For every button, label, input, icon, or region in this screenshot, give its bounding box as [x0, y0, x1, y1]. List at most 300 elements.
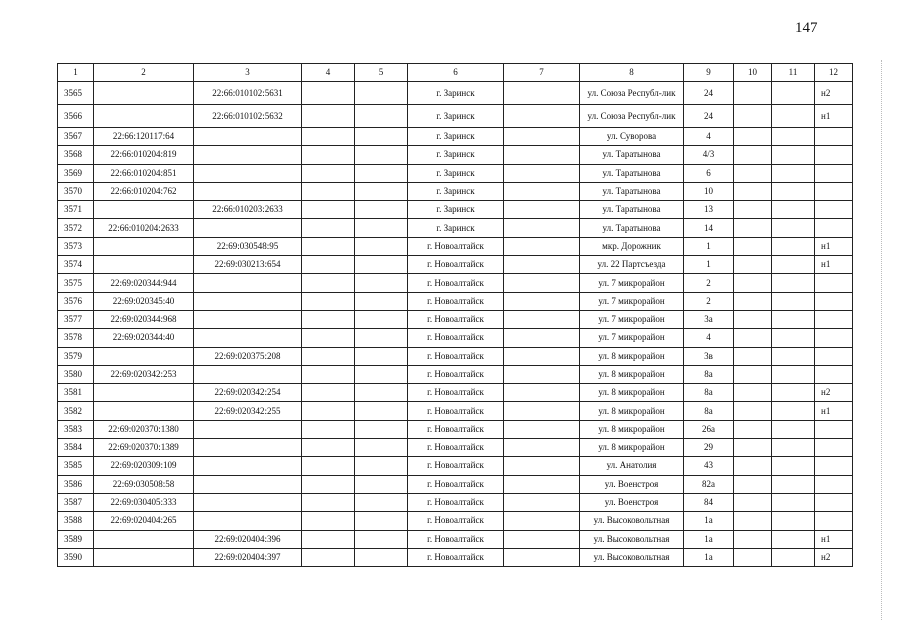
cell-settlement: г. Новоалтайск	[408, 274, 504, 292]
cell-house-number: 2	[684, 274, 734, 292]
cell-col-10	[734, 82, 772, 105]
cell-col-7	[504, 402, 580, 420]
cell-row-number: 3572	[58, 219, 94, 237]
cell-col-7	[504, 292, 580, 310]
cell-row-number: 3575	[58, 274, 94, 292]
column-header-11: 11	[772, 64, 815, 82]
cell-cadastral-number-building: 22:66:010204:851	[94, 164, 194, 182]
cell-house-number: 10	[684, 182, 734, 200]
cell-cadastral-number-building: 22:69:020344:944	[94, 274, 194, 292]
cell-cadastral-number-building: 22:69:020344:968	[94, 310, 194, 328]
cell-cadastral-number-building	[94, 237, 194, 255]
cell-col-5	[355, 329, 408, 347]
cell-house-number: 3в	[684, 347, 734, 365]
cell-settlement: г. Новоалтайск	[408, 329, 504, 347]
cell-note	[815, 329, 853, 347]
cell-col-11	[772, 146, 815, 164]
cell-row-number: 3573	[58, 237, 94, 255]
cell-note	[815, 347, 853, 365]
cell-row-number: 3590	[58, 548, 94, 566]
cell-col-7	[504, 493, 580, 511]
cell-cadastral-number-building: 22:69:020342:253	[94, 365, 194, 383]
cell-street: ул. Высоковольтная	[580, 530, 684, 548]
cell-col-10	[734, 105, 772, 128]
cell-cadastral-number-premises: 22:69:030548:95	[194, 237, 302, 255]
cell-cadastral-number-building: 22:69:020404:265	[94, 512, 194, 530]
cell-house-number: 1а	[684, 512, 734, 530]
cell-cadastral-number-premises	[194, 164, 302, 182]
cell-street: ул. 8 микрорайон	[580, 420, 684, 438]
cell-cadastral-number-building	[94, 256, 194, 274]
cell-col-10	[734, 347, 772, 365]
cell-cadastral-number-building: 22:69:020345:40	[94, 292, 194, 310]
cell-row-number: 3587	[58, 493, 94, 511]
cell-settlement: г. Новоалтайск	[408, 548, 504, 566]
cell-col-11	[772, 365, 815, 383]
cell-col-4	[302, 329, 355, 347]
cell-row-number: 3586	[58, 475, 94, 493]
cell-col-11	[772, 402, 815, 420]
cell-street: ул. 8 микрорайон	[580, 384, 684, 402]
cell-cadastral-number-premises	[194, 420, 302, 438]
table-row	[58, 164, 853, 182]
cell-cadastral-number-premises: 22:69:020342:254	[194, 384, 302, 402]
table-row	[58, 182, 853, 200]
cell-row-number: 3570	[58, 182, 94, 200]
cell-col-5	[355, 384, 408, 402]
cell-col-10	[734, 219, 772, 237]
cell-house-number: 3а	[684, 310, 734, 328]
cell-settlement: г. Новоалтайск	[408, 402, 504, 420]
cell-col-10	[734, 237, 772, 255]
cell-note	[815, 201, 853, 219]
cell-street: ул. 7 микрорайон	[580, 292, 684, 310]
cell-row-number: 3579	[58, 347, 94, 365]
cell-cadastral-number-building: 22:66:120117:64	[94, 128, 194, 146]
cell-settlement: г. Новоалтайск	[408, 475, 504, 493]
cell-col-5	[355, 182, 408, 200]
cell-house-number: 4/3	[684, 146, 734, 164]
cell-note: н2	[815, 384, 853, 402]
table-row	[58, 237, 853, 255]
cell-col-5	[355, 219, 408, 237]
cell-col-10	[734, 201, 772, 219]
table-row	[58, 219, 853, 237]
cell-row-number: 3582	[58, 402, 94, 420]
cell-cadastral-number-building: 22:69:020370:1389	[94, 439, 194, 457]
cell-settlement: г. Новоалтайск	[408, 237, 504, 255]
table-row	[58, 292, 853, 310]
cell-col-7	[504, 420, 580, 438]
cell-row-number: 3577	[58, 310, 94, 328]
cell-col-5	[355, 402, 408, 420]
scan-edge-marks	[881, 60, 884, 620]
cell-cadastral-number-building: 22:66:010204:819	[94, 146, 194, 164]
cell-col-7	[504, 329, 580, 347]
cell-col-10	[734, 548, 772, 566]
cell-cadastral-number-building	[94, 347, 194, 365]
cell-col-4	[302, 457, 355, 475]
cell-col-7	[504, 182, 580, 200]
cell-settlement: г. Заринск	[408, 219, 504, 237]
cell-settlement: г. Новоалтайск	[408, 384, 504, 402]
cell-cadastral-number-premises	[194, 310, 302, 328]
cell-settlement: г. Заринск	[408, 201, 504, 219]
cell-col-4	[302, 256, 355, 274]
cell-col-4	[302, 402, 355, 420]
cell-col-11	[772, 439, 815, 457]
table-row	[58, 105, 853, 128]
cell-note	[815, 164, 853, 182]
cell-settlement: г. Заринск	[408, 82, 504, 105]
cell-note: н2	[815, 82, 853, 105]
cell-row-number: 3581	[58, 384, 94, 402]
cell-note	[815, 439, 853, 457]
cell-col-4	[302, 365, 355, 383]
cell-col-11	[772, 384, 815, 402]
cell-col-4	[302, 182, 355, 200]
cell-row-number: 3571	[58, 201, 94, 219]
table-row	[58, 402, 853, 420]
cell-cadastral-number-building: 22:66:010204:762	[94, 182, 194, 200]
table-row	[58, 493, 853, 511]
cell-house-number: 4	[684, 329, 734, 347]
cell-col-11	[772, 530, 815, 548]
cell-street: ул. Военстроя	[580, 475, 684, 493]
cell-cadastral-number-premises: 22:69:020342:255	[194, 402, 302, 420]
cell-street: ул. 8 микрорайон	[580, 402, 684, 420]
cell-col-11	[772, 182, 815, 200]
cell-row-number: 3585	[58, 457, 94, 475]
cell-col-11	[772, 219, 815, 237]
cell-house-number: 43	[684, 457, 734, 475]
cell-note	[815, 146, 853, 164]
cell-cadastral-number-premises	[194, 128, 302, 146]
cell-cadastral-number-premises: 22:69:020404:397	[194, 548, 302, 566]
cell-settlement: г. Новоалтайск	[408, 439, 504, 457]
cell-col-5	[355, 201, 408, 219]
cell-col-7	[504, 475, 580, 493]
cell-row-number: 3569	[58, 164, 94, 182]
cell-col-4	[302, 292, 355, 310]
table-row	[58, 439, 853, 457]
cell-row-number: 3565	[58, 82, 94, 105]
cell-col-5	[355, 493, 408, 511]
cell-col-5	[355, 146, 408, 164]
cell-col-4	[302, 201, 355, 219]
cell-cadastral-number-building	[94, 548, 194, 566]
cell-col-7	[504, 439, 580, 457]
table-row	[58, 256, 853, 274]
cell-row-number: 3584	[58, 439, 94, 457]
cell-col-4	[302, 164, 355, 182]
cell-col-11	[772, 201, 815, 219]
cell-col-4	[302, 347, 355, 365]
cell-col-7	[504, 457, 580, 475]
cell-col-4	[302, 128, 355, 146]
cell-cadastral-number-premises	[194, 292, 302, 310]
table-row	[58, 512, 853, 530]
cell-street: ул. 8 микрорайон	[580, 365, 684, 383]
cell-house-number: 84	[684, 493, 734, 511]
cell-street: ул. Союза Республ-лик	[580, 105, 684, 128]
cell-note	[815, 457, 853, 475]
cell-col-10	[734, 310, 772, 328]
cell-col-11	[772, 512, 815, 530]
cell-house-number: 82а	[684, 475, 734, 493]
cell-settlement: г. Новоалтайск	[408, 256, 504, 274]
page-number: 147	[795, 20, 818, 36]
cell-col-7	[504, 105, 580, 128]
column-header-2: 2	[94, 64, 194, 82]
cell-house-number: 24	[684, 82, 734, 105]
cell-note: н1	[815, 530, 853, 548]
header-row	[58, 64, 853, 82]
cell-col-4	[302, 548, 355, 566]
cell-house-number: 1а	[684, 530, 734, 548]
cell-note: н1	[815, 237, 853, 255]
cell-settlement: г. Новоалтайск	[408, 310, 504, 328]
cell-note	[815, 420, 853, 438]
cell-cadastral-number-building: 22:69:020309:109	[94, 457, 194, 475]
cell-cadastral-number-premises: 22:66:010102:5631	[194, 82, 302, 105]
cell-col-4	[302, 420, 355, 438]
cell-col-11	[772, 493, 815, 511]
cell-cadastral-number-premises	[194, 457, 302, 475]
cell-col-7	[504, 310, 580, 328]
cell-col-5	[355, 310, 408, 328]
cell-col-4	[302, 219, 355, 237]
cell-col-5	[355, 105, 408, 128]
cell-col-5	[355, 512, 408, 530]
cell-col-11	[772, 292, 815, 310]
column-header-4: 4	[302, 64, 355, 82]
table-row	[58, 365, 853, 383]
cell-settlement: г. Новоалтайск	[408, 512, 504, 530]
cell-note	[815, 310, 853, 328]
cell-row-number: 3588	[58, 512, 94, 530]
cell-col-10	[734, 256, 772, 274]
cell-cadastral-number-premises	[194, 219, 302, 237]
cell-cadastral-number-building	[94, 530, 194, 548]
cell-cadastral-number-premises	[194, 146, 302, 164]
cell-note	[815, 512, 853, 530]
cell-note	[815, 219, 853, 237]
cell-note: н2	[815, 548, 853, 566]
cell-col-10	[734, 475, 772, 493]
cell-settlement: г. Заринск	[408, 105, 504, 128]
cell-col-4	[302, 384, 355, 402]
column-header-5: 5	[355, 64, 408, 82]
cell-cadastral-number-building	[94, 201, 194, 219]
cell-cadastral-number-premises	[194, 439, 302, 457]
cell-house-number: 1а	[684, 548, 734, 566]
cell-street: ул. 7 микрорайон	[580, 310, 684, 328]
cell-row-number: 3566	[58, 105, 94, 128]
cell-col-7	[504, 256, 580, 274]
cell-col-5	[355, 420, 408, 438]
table-row	[58, 530, 853, 548]
cell-settlement: г. Новоалтайск	[408, 347, 504, 365]
cell-col-4	[302, 530, 355, 548]
cell-col-10	[734, 384, 772, 402]
table-row	[58, 310, 853, 328]
cell-col-4	[302, 105, 355, 128]
cell-col-5	[355, 82, 408, 105]
cell-cadastral-number-premises: 22:66:010102:5632	[194, 105, 302, 128]
cell-street: ул. Анатолия	[580, 457, 684, 475]
cell-cadastral-number-building	[94, 384, 194, 402]
cell-col-10	[734, 402, 772, 420]
cell-col-7	[504, 548, 580, 566]
table-row	[58, 274, 853, 292]
cell-col-7	[504, 347, 580, 365]
cell-house-number: 8а	[684, 384, 734, 402]
cell-col-5	[355, 475, 408, 493]
cell-col-5	[355, 365, 408, 383]
cell-col-4	[302, 475, 355, 493]
cell-cadastral-number-premises	[194, 274, 302, 292]
cell-settlement: г. Новоалтайск	[408, 457, 504, 475]
cell-col-10	[734, 274, 772, 292]
cell-street: ул. Таратынова	[580, 164, 684, 182]
cell-cadastral-number-premises	[194, 512, 302, 530]
cell-cadastral-number-building: 22:66:010204:2633	[94, 219, 194, 237]
table-row	[58, 128, 853, 146]
cell-col-10	[734, 365, 772, 383]
register-table	[57, 63, 853, 567]
cell-house-number: 26а	[684, 420, 734, 438]
cell-cadastral-number-premises: 22:69:020375:208	[194, 347, 302, 365]
cell-col-4	[302, 439, 355, 457]
cell-note	[815, 182, 853, 200]
column-header-7: 7	[504, 64, 580, 82]
cell-row-number: 3568	[58, 146, 94, 164]
cell-col-5	[355, 439, 408, 457]
cell-col-11	[772, 329, 815, 347]
column-header-1: 1	[58, 64, 94, 82]
cell-col-5	[355, 237, 408, 255]
cell-col-11	[772, 457, 815, 475]
cell-col-7	[504, 512, 580, 530]
cell-col-7	[504, 237, 580, 255]
cell-settlement: г. Заринск	[408, 146, 504, 164]
cell-col-10	[734, 329, 772, 347]
table-row	[58, 201, 853, 219]
cell-house-number: 8а	[684, 365, 734, 383]
cell-cadastral-number-premises: 22:66:010203:2633	[194, 201, 302, 219]
table-row	[58, 146, 853, 164]
cell-street: мкр. Дорожник	[580, 237, 684, 255]
cell-note	[815, 292, 853, 310]
cell-street: ул. 8 микрорайон	[580, 439, 684, 457]
cell-note: н1	[815, 256, 853, 274]
cell-col-4	[302, 274, 355, 292]
table-row	[58, 347, 853, 365]
cell-street: ул. Таратынова	[580, 219, 684, 237]
cell-col-7	[504, 164, 580, 182]
cell-cadastral-number-building	[94, 82, 194, 105]
cell-col-5	[355, 530, 408, 548]
cell-col-7	[504, 201, 580, 219]
cell-row-number: 3583	[58, 420, 94, 438]
cell-col-4	[302, 237, 355, 255]
cell-street: ул. Высоковольтная	[580, 548, 684, 566]
cell-col-11	[772, 164, 815, 182]
cell-street: ул. 7 микрорайон	[580, 274, 684, 292]
cell-street: ул. Таратынова	[580, 201, 684, 219]
cell-note	[815, 475, 853, 493]
cell-col-7	[504, 530, 580, 548]
cell-cadastral-number-building: 22:69:030508:58	[94, 475, 194, 493]
column-header-6: 6	[408, 64, 504, 82]
cell-col-4	[302, 310, 355, 328]
cell-street: ул. 8 микрорайон	[580, 347, 684, 365]
cell-house-number: 8а	[684, 402, 734, 420]
cell-col-10	[734, 292, 772, 310]
cell-cadastral-number-building: 22:69:030405:333	[94, 493, 194, 511]
cell-col-11	[772, 82, 815, 105]
cell-note	[815, 365, 853, 383]
cell-col-10	[734, 439, 772, 457]
cell-col-4	[302, 493, 355, 511]
cell-col-7	[504, 384, 580, 402]
cell-col-10	[734, 420, 772, 438]
cell-col-5	[355, 256, 408, 274]
cell-col-5	[355, 292, 408, 310]
cell-street: ул. Таратынова	[580, 182, 684, 200]
cell-col-11	[772, 274, 815, 292]
cell-cadastral-number-premises	[194, 329, 302, 347]
cell-col-10	[734, 530, 772, 548]
cell-col-10	[734, 512, 772, 530]
table-row	[58, 548, 853, 566]
table-row	[58, 420, 853, 438]
cell-settlement: г. Новоалтайск	[408, 365, 504, 383]
cell-col-11	[772, 237, 815, 255]
cell-col-7	[504, 219, 580, 237]
cell-street: ул. Союза Республ-лик	[580, 82, 684, 105]
cell-row-number: 3580	[58, 365, 94, 383]
cell-col-5	[355, 274, 408, 292]
cell-row-number: 3576	[58, 292, 94, 310]
column-header-10: 10	[734, 64, 772, 82]
cell-row-number: 3578	[58, 329, 94, 347]
column-header-9: 9	[684, 64, 734, 82]
cell-cadastral-number-premises	[194, 475, 302, 493]
cell-col-10	[734, 164, 772, 182]
column-header-3: 3	[194, 64, 302, 82]
table-row	[58, 457, 853, 475]
cell-cadastral-number-premises	[194, 365, 302, 383]
cell-house-number: 13	[684, 201, 734, 219]
cell-col-7	[504, 82, 580, 105]
cell-col-10	[734, 182, 772, 200]
cell-cadastral-number-building	[94, 402, 194, 420]
cell-settlement: г. Заринск	[408, 182, 504, 200]
cell-col-10	[734, 457, 772, 475]
cell-house-number: 4	[684, 128, 734, 146]
cell-col-7	[504, 128, 580, 146]
cell-house-number: 1	[684, 237, 734, 255]
cell-settlement: г. Новоалтайск	[408, 420, 504, 438]
cell-col-4	[302, 512, 355, 530]
cell-col-5	[355, 347, 408, 365]
cell-house-number: 29	[684, 439, 734, 457]
cell-col-11	[772, 128, 815, 146]
cell-cadastral-number-building	[94, 105, 194, 128]
table-body	[58, 82, 853, 567]
